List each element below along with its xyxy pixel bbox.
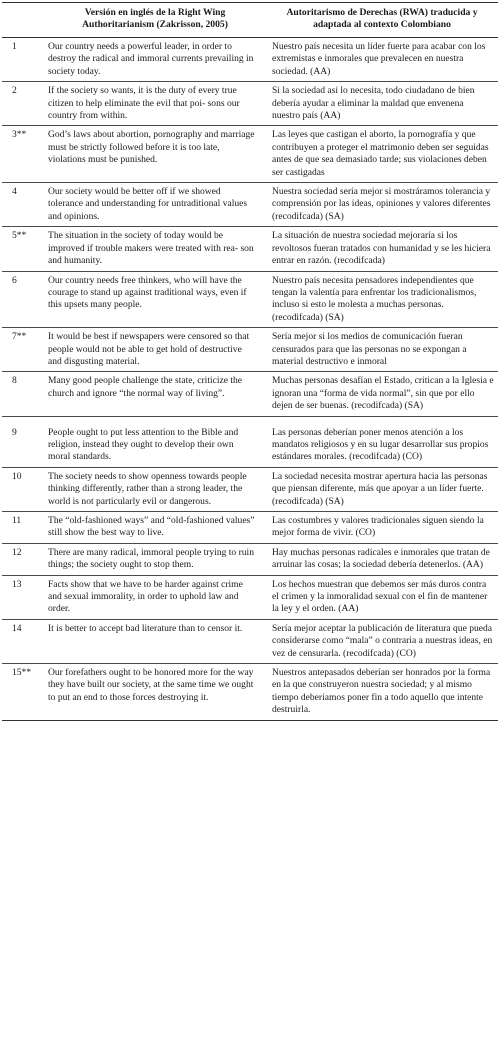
item-english: It is better to accept bad literature than to censor it.: [44, 619, 266, 663]
item-english: People ought to put less attention to the Bible and religion, instead they ought to develop their own moral standards.: [44, 416, 266, 467]
header-english-version: Versión en inglés de la Right Wing Authoritarianism (Zakrisson, 2005): [44, 3, 266, 38]
item-number: 4: [2, 183, 44, 227]
item-english: If the society so wants, it is the duty of every true citizen to help eliminate the evil that poi- sons our country from within.: [44, 82, 266, 126]
item-spanish: Las costumbres y valores tradicionales siguen siendo la mejor forma de vivir. (CO): [266, 512, 498, 544]
table-row: [2, 82, 498, 126]
item-number: 1: [2, 38, 44, 82]
item-number: 9: [2, 416, 44, 467]
item-number: 14: [2, 619, 44, 663]
item-number: 3**: [2, 126, 44, 183]
item-number: 13: [2, 575, 44, 619]
item-english: God’s laws about abortion, pornography and marriage must be strictly followed before it is too late, violations must be punished.: [44, 126, 266, 183]
item-spanish: Nuestro país necesita pensadores independientes que tengan la valentía para enfrentar los tradicionalismos, incluso si esto le molesta a muchas personas. (recodifcada) (SA): [266, 271, 498, 328]
item-english: Our forefathers ought to be honored more for the way they have built our society, at the same time we ought to put an end to those forces destroying it.: [44, 664, 266, 721]
item-spanish: Sería mejor aceptar la publicación de literatura que pueda considerarse como “mala” o contraria a nuestras ideas, en vez de censurarla. (recodifcada) (CO): [266, 619, 498, 663]
table-row: [2, 467, 498, 511]
item-english: It would be best if newspapers were censored so that people would not be able to get hold of destructive and disgusting material.: [44, 328, 266, 372]
item-spanish: Las leyes que castigan el aborto, la pornografía y que contribuyen a proteger el matrimonio deben ser seguidas antes de que sea demasiado tarde; sus violaciones deben ser castigadas: [266, 126, 498, 183]
item-spanish: Nuestros antepasados deberían ser honrados por la forma en la que construyeron nuestra sociedad; y al mismo tiempo deberíamos poner fin a todo aquello que intente destruirla.: [266, 664, 498, 721]
table-row: [2, 664, 498, 721]
rwa-comparison-table: [2, 2, 498, 721]
header-spanish-version: Autoritarismo de Derechas (RWA) traducida y adaptada al contexto Colombiano: [266, 3, 498, 38]
item-english: Many good people challenge the state, criticize the church and ignore “the normal way of living”.: [44, 372, 266, 416]
item-number: 5**: [2, 227, 44, 271]
item-number: 11: [2, 512, 44, 544]
table-row: [2, 512, 498, 544]
item-spanish: Los hechos muestran que debemos ser más duros contra el crimen y la inmoralidad sexual con el fin de mantener la ley y el orden. (AA): [266, 575, 498, 619]
table-row: [2, 328, 498, 372]
item-english: The “old-fashioned ways” and “old-fashioned values” still show the best way to live.: [44, 512, 266, 544]
table-row: [2, 271, 498, 328]
item-english: There are many radical, immoral people trying to ruin things; the society ought to stop them.: [44, 543, 266, 575]
table-row: [2, 227, 498, 271]
item-spanish: Nuestro país necesita un líder fuerte para acabar con los extremistas e inmorales que prevalecen en nuestra sociedad. (AA): [266, 38, 498, 82]
item-number: 10: [2, 467, 44, 511]
table-row: [2, 543, 498, 575]
item-spanish: La situación de nuestra sociedad mejoraría si los revoltosos fueran tratados con humanidad y se les hiciera entrar en razón. (recodifcada): [266, 227, 498, 271]
item-spanish: Si la sociedad así lo necesita, todo ciudadano de bien debería ayudar a eliminar la maldad que envenena nuestro país (AA): [266, 82, 498, 126]
item-english: The society needs to show openness towards people thinking differently, rather than a strong leader, the world is not particularly evil or dangerous.: [44, 467, 266, 511]
table-row: [2, 38, 498, 82]
table-row: [2, 619, 498, 663]
table-row: [2, 126, 498, 183]
table-row: [2, 416, 498, 467]
table-row: [2, 372, 498, 416]
item-number: 7**: [2, 328, 44, 372]
item-spanish: Nuestra sociedad sería mejor si mostráramos tolerancia y comprensión por las ideas, opiniones y valores diferentes (recodifcada) (SA): [266, 183, 498, 227]
item-spanish: Las personas deberían poner menos atención a los mandatos religiosos y en su lugar desarrollar sus propios estándares morales. (recodifcada) (CO): [266, 416, 498, 467]
header-item-number: [2, 3, 44, 38]
item-english: Our society would be better off if we showed tolerance and understanding for untraditional values and opinions.: [44, 183, 266, 227]
item-number: 12: [2, 543, 44, 575]
table-header-row: [2, 3, 498, 38]
table-row: [2, 575, 498, 619]
item-spanish: Sería mejor si los medios de comunicación fueran censurados para que las personas no se expongan a material destructivo e inmoral: [266, 328, 498, 372]
item-number: 8: [2, 372, 44, 416]
item-english: The situation in the society of today would be improved if trouble makers were treated with rea- son and humanity.: [44, 227, 266, 271]
item-english: Facts show that we have to be harder against crime and sexual immorality, in order to uphold law and order.: [44, 575, 266, 619]
item-spanish: Muchas personas desafían el Estado, critican a la Iglesia e ignoran una “forma de vida normal”, sin que por ello dejen de ser buenas. (recodifcada) (SA): [266, 372, 498, 416]
item-english: Our country needs free thinkers, who will have the courage to stand up against traditional ways, even if this upsets many people.: [44, 271, 266, 328]
item-spanish: Hay muchas personas radicales e inmorales que tratan de arruinar las cosas; la sociedad debería detenerlos. (AA): [266, 543, 498, 575]
item-number: 15**: [2, 664, 44, 721]
item-english: Our country needs a powerful leader, in order to destroy the radical and immoral currents prevailing in society today.: [44, 38, 266, 82]
item-spanish: La sociedad necesita mostrar apertura hacia las personas que piensan diferente, más que apoyar a un líder fuerte. (recodifcada) (SA): [266, 467, 498, 511]
table-row: [2, 183, 498, 227]
item-number: 2: [2, 82, 44, 126]
item-number: 6: [2, 271, 44, 328]
